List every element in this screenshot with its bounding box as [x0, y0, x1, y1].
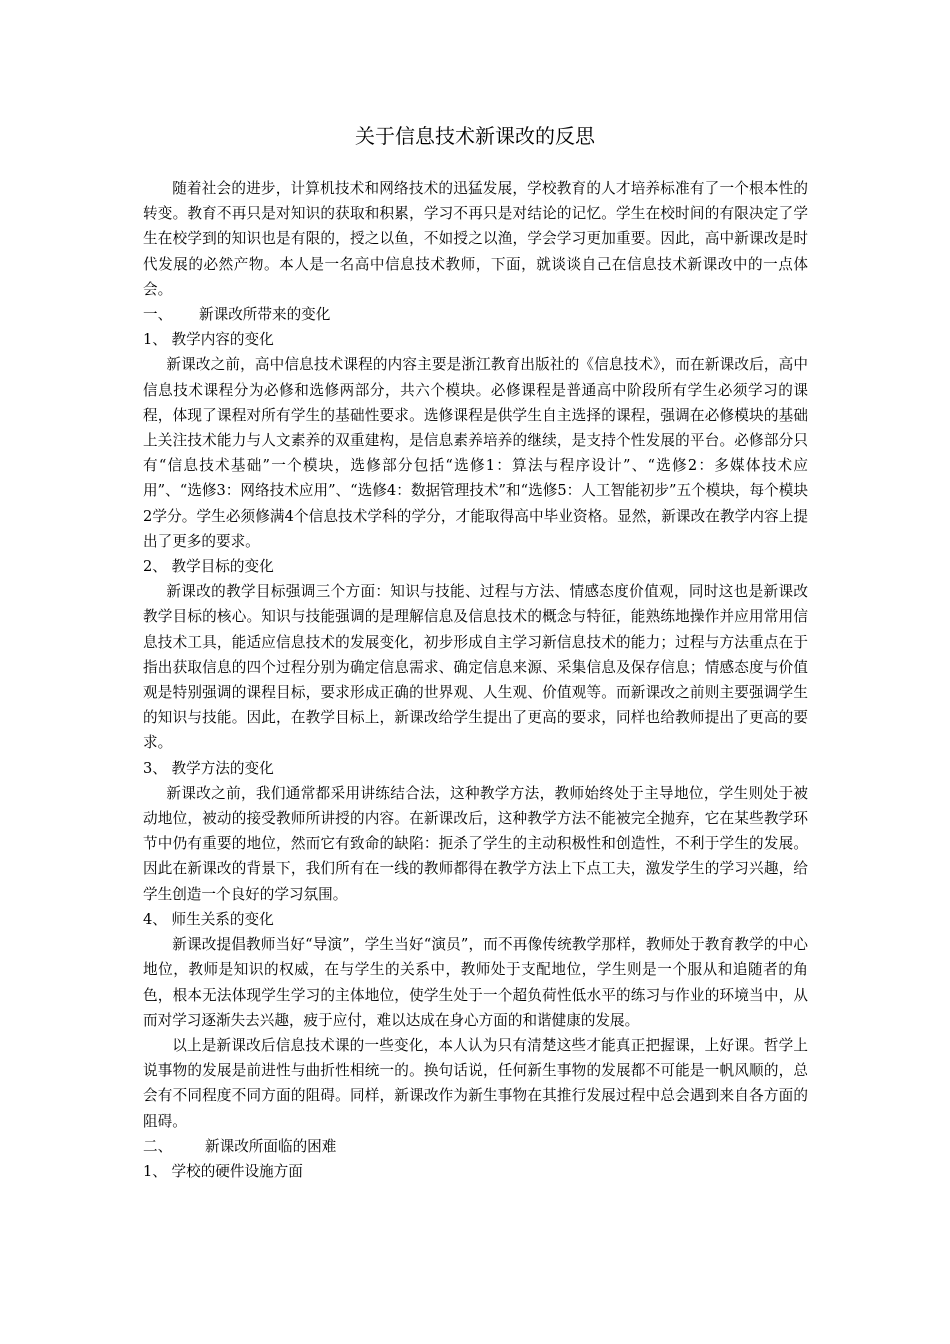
subsection-1-heading: 1、 教学内容的变化 [143, 331, 274, 349]
summary-paragraph: 以上是新课改后信息技术课的一些变化，本人认为只有清楚这些才能真正把握课，上好课。哲学上说事物的发展是前进性与曲折性相统一的。换句话说，任何新生事物的发展都不可能是一帆风顺的，总会有不同程度不同方面的阻碍。同样，新课改作为新生事物在其推行发展过程中总会遇到来自各方面的阻碍。 [143, 1036, 808, 1130]
subsection-4-paragraph: 新课改提倡教师当好“导演”，学生当好“演员”，而不再像传统教学那样，教师处于教育教学的中心地位，教师是知识的权威，在与学生的关系中，教师处于支配地位，学生则是一个服从和追随者的角色，根本无法体现学生学习的主体地位，使学生处于一个超负荷性低水平的练习与作业的环境当中，从而对学习逐渐失去兴趣，疲于应付，难以达成在身心方面的和谐健康的发展。 [143, 936, 808, 1029]
subsection-2-paragraph: 新课改的教学目标强调三个方面：知识与技能、过程与方法、情感态度价值观，同时这也是新课改教学目标的核心。知识与技能强调的是理解信息及信息技术的概念与特征，能熟练地操作并应用常用信息技术工具，能适应信息技术的发展变化，初步形成自主学习新信息技术的能力；过程与方法重点在于指出获取信息的四个过程分别为确定信息需求、确定信息来源、采集信息及保存信息；情感态度与价值观是特别强调的课程目标，要求形成正确的世界观、人生观、价值观等。而新课改之前则主要强调学生的知识与技能。因此，在教学目标上，新课改给学生提出了更高的要求，同样也给教师提出了更高的要求。 [143, 583, 808, 752]
subsection-1-paragraph: 新课改之前，高中信息技术课程的内容主要是浙江教育出版社的《信息技术》，而在新课改后，高中信息技术课程分为必修和选修两部分，共六个模块。必修课程是普通高中阶段所有学生必须学习的课程，体现了课程对所有学生的基础性要求。选修课程是供学生自主选择的课程，强调在必修模块的基础上关注技术能力与人文素养的双重建构，是信息素养培养的继续，是支持个性发展的平台。必修部分只有“信息技术基础”一个模块，选修部分包括“选修1：算法与程序设计”、“选修2：多媒体技术应用”、“选修3：网络技术应用”、“选修4：数据管理技术”和“选修5：人工智能初步”五个模块，每个模块2学分。学生必须修满4个信息技术学科的学分，才能取得高中毕业资格。显然，新课改在教学内容上提出了更多的要求。 [143, 356, 808, 550]
subsection-3-heading: 3、 教学方法的变化 [143, 759, 274, 777]
subsection-4-heading: 4、 师生关系的变化 [143, 910, 274, 928]
section-2-subsection-1-heading: 1、 学校的硬件设施方面 [143, 1162, 303, 1180]
intro-paragraph: 随着社会的进步，计算机技术和网络技术的迅猛发展，学校教育的人才培养标准有了一个根本性的转变。教育不再只是对知识的获取和积累，学习不再只是对结论的记忆。学生在校时间的有限决定了学生在校学到的知识也是有限的，授之以鱼，不如授之以渔，学会学习更加重要。因此，高中新课改是时代发展的必然产物。本人是一名高中信息技术教师，下面，就谈谈自己在信息技术新课改中的一点体会。 [143, 180, 808, 298]
document-body [143, 176, 808, 1184]
section-1-heading [143, 302, 808, 327]
subsection-3-paragraph: 新课改之前，我们通常都采用讲练结合法，这种教学方法，教师始终处于主导地位，学生则处于被动地位，被动的接受教师所讲授的内容。在新课改后，这种教学方法不能被完全抛弃，它在某些教学环节中仍有重要的地位，然而它有致命的缺陷：扼杀了学生的主动积极性和创造性，不利于学生的发展。因此在新课改的背景下，我们所有在一线的教师都得在教学方法上下点工夫，激发学生的学习兴趣，给学生创造一个良好的学习氛围。 [143, 784, 808, 903]
document-title: 关于信息技术新课改的反思 [355, 124, 595, 148]
section-2-number: 二、 [143, 1137, 173, 1155]
section-2-title: 新课改所面临的困难 [205, 1137, 337, 1155]
section-2-heading [143, 1134, 808, 1159]
section-1-number: 一、 [143, 306, 173, 324]
section-1-title: 新课改所带来的变化 [199, 306, 331, 324]
subsection-2-heading: 2、 教学目标的变化 [143, 558, 274, 576]
